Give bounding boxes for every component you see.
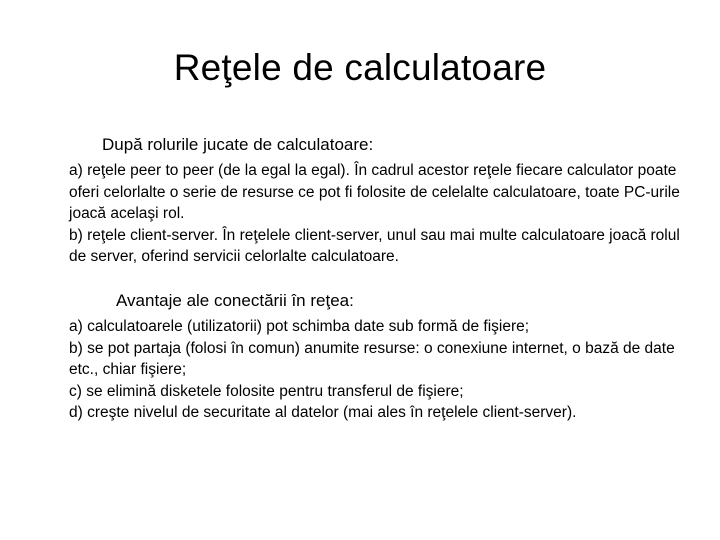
roles-list xyxy=(69,160,683,268)
roles-item-a: a) reţele peer to peer (de la egal la egal). În cadrul acestor reţele fiecare calculator poate oferi celorlalte o serie de resurse ce pot fi folosite de celelalte calculatoare, toate PC-urile joacă acelaşi rol. xyxy=(69,162,680,222)
advantages-item-a: a) calculatoarele (utilizatorii) pot schimba date sub formă de fişiere; xyxy=(69,318,530,335)
advantages-list xyxy=(69,316,683,424)
advantages-item-d: d) creşte nivelul de securitate al datelor (mai ales în reţelele client-server). xyxy=(69,404,577,421)
section-heading-advantages: Avantaje ale conectării în reţea: xyxy=(116,291,354,310)
section-heading-roles: După rolurile jucate de calculatoare: xyxy=(102,135,374,154)
roles-item-b: b) reţele client-server. În reţelele client-server, unul sau mai multe calculatoare joacă rolul de server, oferind servicii celorlalte calculatoare. xyxy=(69,226,680,265)
slide-title: Reţele de calculatoare xyxy=(173,47,547,88)
advantages-item-b: b) se pot partaja (folosi în comun) anumite resurse: o conexiune internet, o bază de date etc., chiar fişiere; xyxy=(69,339,675,378)
advantages-item-c: c) se elimină disketele folosite pentru transferul de fişiere; xyxy=(69,382,464,400)
